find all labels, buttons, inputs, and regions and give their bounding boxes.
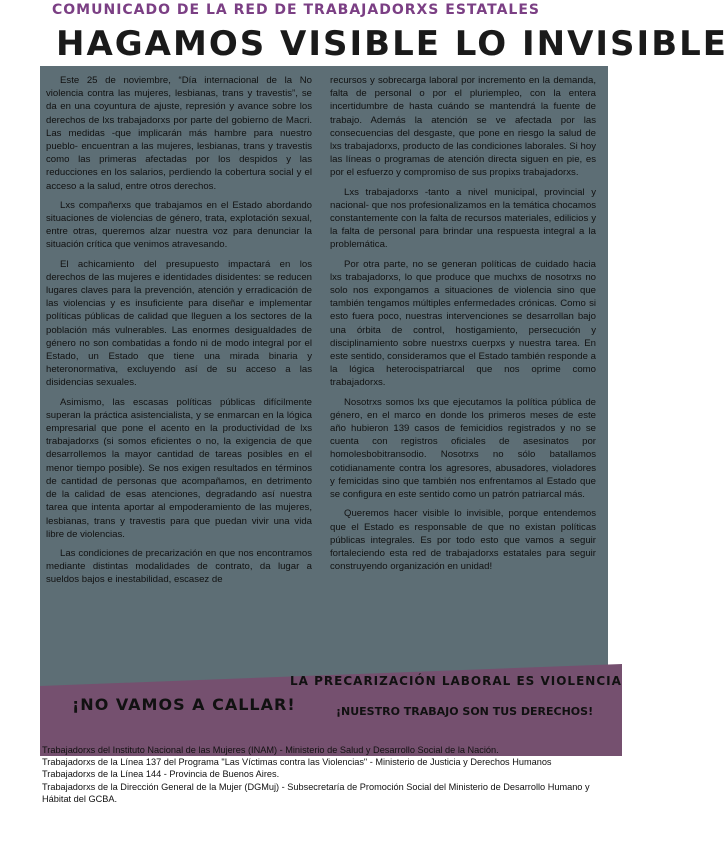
paragraph: recursos y sobrecarga laboral por incremento en la demanda, falta de personal o por el pluriempleo, con la entera incertidumbre de hasta cuándo se mantendrá la fuente de trabajo. Además la atención se ve afectada por las consecuencias del desgaste, que pone en riesgo la salud de lxs trabajadorxs, producto de las condiciones laborales. Si hoy las líneas o programas de atención directa siguen en pie, es por el esfuerzo y compromiso de sus propixs trabajadorxs. [330,75,596,179]
credits-list [42,744,608,805]
paragraph: Este 25 de noviembre, “Día internacional de la No violencia contra las mujeres, lesbianas, trans y travestis”, se da en una coyuntura de ajuste, represión y avance sobre los derechos de lxs trabajadorxs por parte del gobierno de Macri. Las medidas -que implicarán más hambre para nuestro pueblo- encuentran a las mujeres, lesbianas, trans y travestis como las primeras afectadas por los despidos y las reducciones en los salarios, perdiendo la cobertura social y el acceso a la salud, entre otros derechos. [46,75,312,192]
page-title: HAGAMOS VISIBLE LO INVISIBLE [56,24,728,64]
credit-line: Trabajadorxs de la Línea 144 - Provincia de Buenos Aires. [42,769,280,780]
left-column [46,74,312,593]
paragraph: Lxs trabajadorxs -tanto a nivel municipal, provincial y nacional- que nos profesionalizamos en la temática chocamos constantemente con la falta de recursos materiales, edilicios y la falta de personal para brindar una respuesta integral a la problemática. [330,186,596,251]
slogan-nuestro-trabajo: ¡NUESTRO TRABAJO SON TUS DERECHOS! [336,705,594,718]
credit-line: Trabajadorxs de la Línea 137 del Programa "Las Víctimas contra las Violencias" - Ministerio de Justicia y Derechos Humanos [42,757,552,768]
paragraph: Nosotrxs somos lxs que ejecutamos la política pública de género, en el marco en donde los primeros meses de este año hubieron 139 casos de femicidios registrados y no se cuenta con registros oficiales de asesinatos por homolesbobitransodio. Nosotrxs no sólo batallamos cotidianamente contra los agresores, abusadores, violadores y femicidas sino que también nos enfrentamos al Estado que se configura en este sentido como un patrón patriarcal más. [330,396,596,501]
paragraph: Por otra parte, no se generan políticas de cuidado hacia lxs trabajadorxs, lo que produce que muchxs de nosotrxs no solo nos expongamos a situaciones de violencia sino que también tengamos múltiples enfermedades crónicas. Como si esto fuera poco, nuestras intervenciones se desarrollan bajo una órbita de control, hostigamiento, persecución y disciplinamiento sobre nuestrxs cuerpxs y nuestra tarea. En este sentido, consideramos que el Estado también responde a la lógica heterocispatriarcal que nos oprime como trabajadorxs. [330,258,596,389]
credit-line: Trabajadorxs del Instituto Nacional de las Mujeres (INAM) - Ministerio de Salud y Desarrollo Social de la Nación. [42,745,499,755]
paragraph: Las condiciones de precarización en que nos encontramos mediante distintas modalidades de contrato, da lugar a sueldos bajos e inestabilidad, escasez de [46,547,312,586]
paragraph: Queremos hacer visible lo invisible, porque entendemos que el Estado es responsable de que no existan políticas públicas integrales. Es por todo esto que vamos a seguir fortaleciendo esta red de trabajadorxs estatales para seguir construyendo organización en unidad! [330,508,596,573]
main-text-panel [40,66,608,688]
paragraph: El achicamiento del presupuesto impactará en los derechos de las mujeres e identidades disidentes: se reducen lugares claves para la prevención, atención y erradicación de las violencias y es insuficiente para diseñar e implementar políticas públicas de calidad que lleguen a los sectores de la población más vulnerables. Las enormes desigualdades de género no son combatidas a fondo ni de modo integral por el Estado, un Estado que tiene una mirada binaria y heteronormativa, excluyendo así de su acceso a las disidencias sexuales. [46,258,312,389]
slogan-no-vamos-a-callar: ¡NO VAMOS A CALLAR! [72,695,296,714]
paragraph: Asimismo, las escasas políticas públicas difícilmente superan la práctica asistencialista, y se enmarcan en la lógica empresarial que pone el acento en la productividad de lxs trabajadorxs (si somos eficientes o no, la exigencia de que desarrollemos la mayor cantidad de tareas posibles en el menor tiempo posible). Se nos exigen resultados en términos de cantidad de personas que acompañamos, en detrimento de la calidad de esas atenciones, degradando así nuestra tarea que intenta aportar al empoderamiento de las mujeres, lesbianas, trans y travestis para que puedan vivir una vida libre de violencias. [46,396,312,540]
header-kicker: COMUNICADO DE LA RED DE TRABAJADORXS ESTATALES [52,2,540,18]
right-column [330,74,596,579]
paragraph: Lxs compañerxs que trabajamos en el Estado abordando situaciones de violencias de género, trata, explotación sexual, entre otras, queremos alzar nuestra voz para denunciar la situación crítica que venimos atravesando. [46,199,312,251]
slogan-precarizacion: LA PRECARIZACIÓN LABORAL ES VIOLENCIA [290,674,622,688]
credit-line: Trabajadorxs de la Dirección General de la Mujer (DGMuj) - Subsecretaría de Promoción Social del Ministerio de Desarrollo Humano y Hábitat del GCBA. [42,781,590,804]
